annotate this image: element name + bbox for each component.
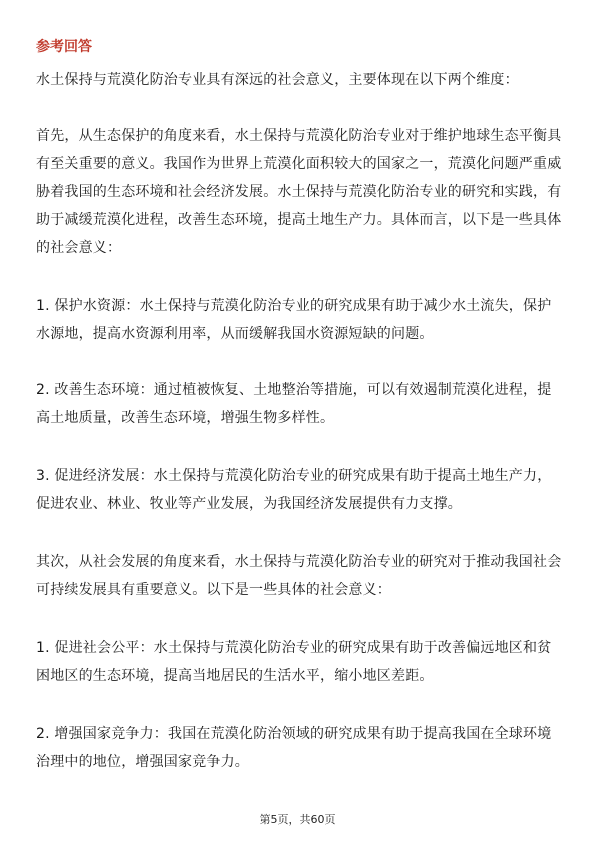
list-item-economy: 3. 促进经济发展：水土保持与荒漠化防治专业的研究成果有助于提高土地生产力，促进农业、林业、牧业等产业发展，为我国经济发展提供有力支撑。	[36, 468, 552, 512]
answer-heading: 参考回答	[36, 39, 92, 55]
list-item-competitiveness: 2. 增强国家竞争力：我国在荒漠化防治领域的研究成果有助于提高我国在全球环境治理中的地位，增强国家竞争力。	[36, 726, 552, 770]
list-item-fairness: 1. 促进社会公平：水土保持与荒漠化防治专业的研究成果有助于改善偏远地区和贫困地区的生态环境，提高当地居民的生活水平，缩小地区差距。	[36, 640, 552, 684]
intro-paragraph: 水土保持与荒漠化防治专业具有深远的社会意义，主要体现在以下两个维度：	[36, 72, 519, 88]
ecology-paragraph: 首先，从生态保护的角度来看，水土保持与荒漠化防治专业对于维护地球生态平衡具有至关重要的意义。我国作为世界上荒漠化面积较大的国家之一，荒漠化问题严重威胁着我国的生态环境和社会经济发展。水土保持与荒漠化防治专业的研究和实践，有助于减缓荒漠化进程，改善生态环境，提高土地生产力。具体而言，以下是一些具体的社会意义：	[36, 128, 562, 256]
list-item-environment: 2. 改善生态环境：通过植被恢复、土地整治等措施，可以有效遏制荒漠化进程，提高土地质量，改善生态环境，增强生物多样性。	[36, 382, 552, 426]
list-item-water: 1. 保护水资源：水土保持与荒漠化防治专业的研究成果有助于减少水土流失，保护水源地，提高水资源利用率，从而缓解我国水资源短缺的问题。	[36, 298, 552, 342]
society-paragraph: 其次，从社会发展的角度来看，水土保持与荒漠化防治专业的研究对于推动我国社会可持续发展具有重要意义。以下是一些具体的社会意义：	[36, 554, 562, 598]
page-number: 第5页，共60页	[259, 813, 336, 826]
